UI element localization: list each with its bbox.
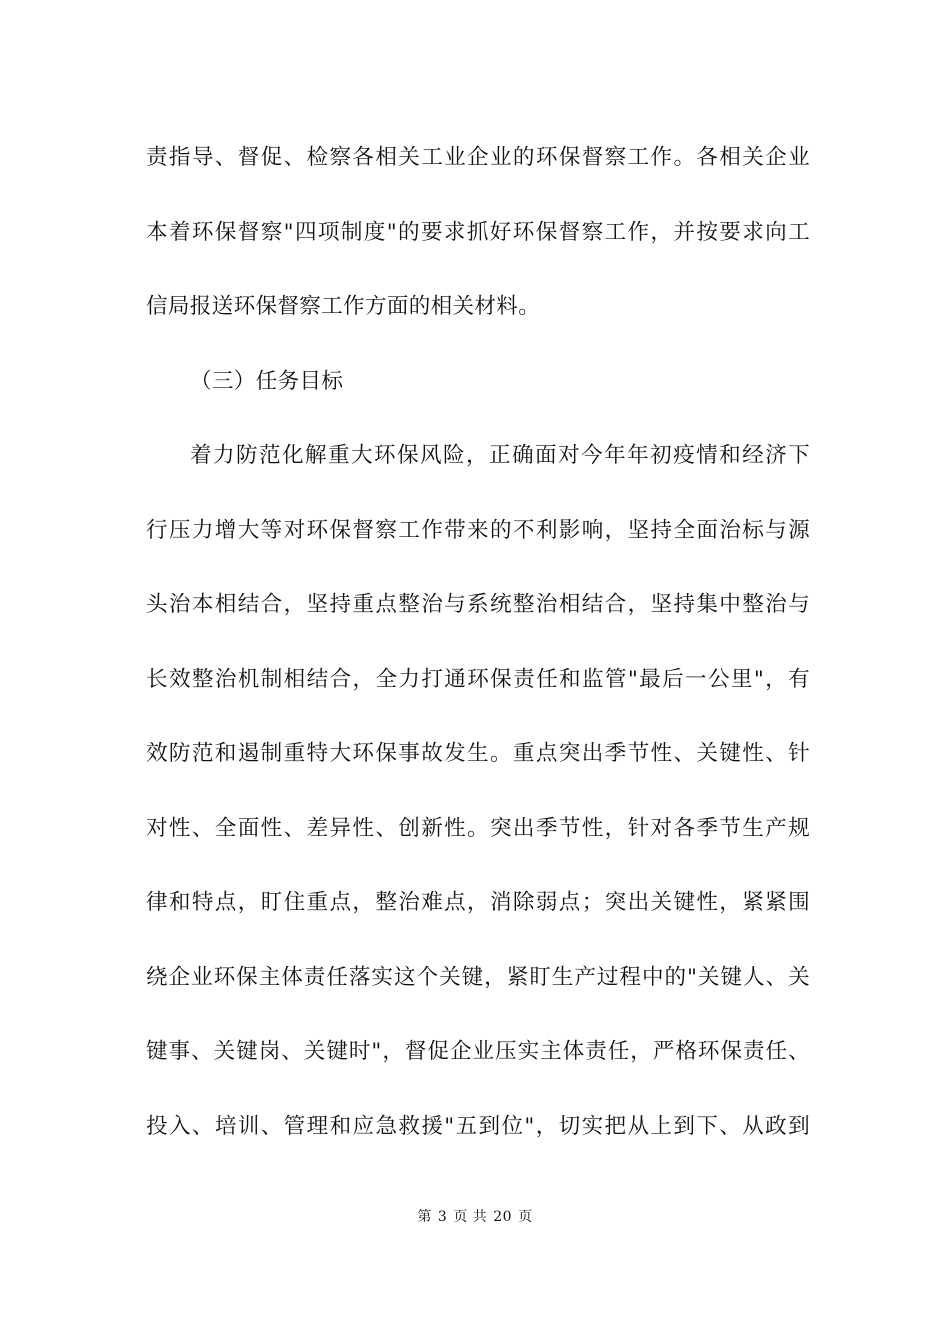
- text-line: 对性、全面性、差异性、创新性。突出季节性，针对各季节生产规: [146, 815, 810, 841]
- text-line: 绕企业环保主体责任落实这个关键，紧盯生产过程中的"关键人、关: [146, 964, 810, 990]
- text-line: 本着环保督察"四项制度"的要求抓好环保督察工作，并按要求向工: [146, 219, 810, 245]
- footer-total-pages: 20: [493, 1209, 513, 1225]
- text-line: 头治本相结合，坚持重点整治与系统整治相结合，坚持集中整治与: [146, 592, 810, 617]
- text-line: 责指导、督促、检察各相关工业企业的环保督察工作。各相关企业: [146, 145, 810, 170]
- document-body: [146, 134, 810, 1177]
- text-line: 着力防范化解重大环保风险，正确面对今年年初疫情和经济下: [190, 443, 810, 468]
- footer-suffix: 页: [518, 1209, 533, 1225]
- text-line: 律和特点，盯住重点，整治难点，消除弱点；突出关键性，紧紧围: [146, 890, 810, 915]
- footer-middle: 页 共: [453, 1209, 488, 1225]
- text-line: 行压力增大等对环保督察工作带来的不利影响，坚持全面治标与源: [146, 517, 810, 543]
- footer-page-number: 3: [437, 1209, 448, 1225]
- section-heading: （三）任务目标: [190, 368, 344, 394]
- text-line: 效防范和遏制重特大环保事故发生。重点突出季节性、关键性、针: [146, 741, 810, 766]
- footer-prefix: 第: [417, 1209, 432, 1225]
- text-line: 投入、培训、管理和应急救援"五到位"，切实把从上到下、从政到: [146, 1113, 810, 1139]
- text-line: 键事、关键岗、关键时"，督促企业压实主体责任，严格环保责任、: [146, 1039, 810, 1064]
- page-footer: [0, 1206, 950, 1226]
- text-line: 信局报送环保督察工作方面的相关材料。: [146, 294, 541, 319]
- text-line: 长效整治机制相结合，全力打通环保责任和监管"最后一公里"，有: [146, 666, 810, 692]
